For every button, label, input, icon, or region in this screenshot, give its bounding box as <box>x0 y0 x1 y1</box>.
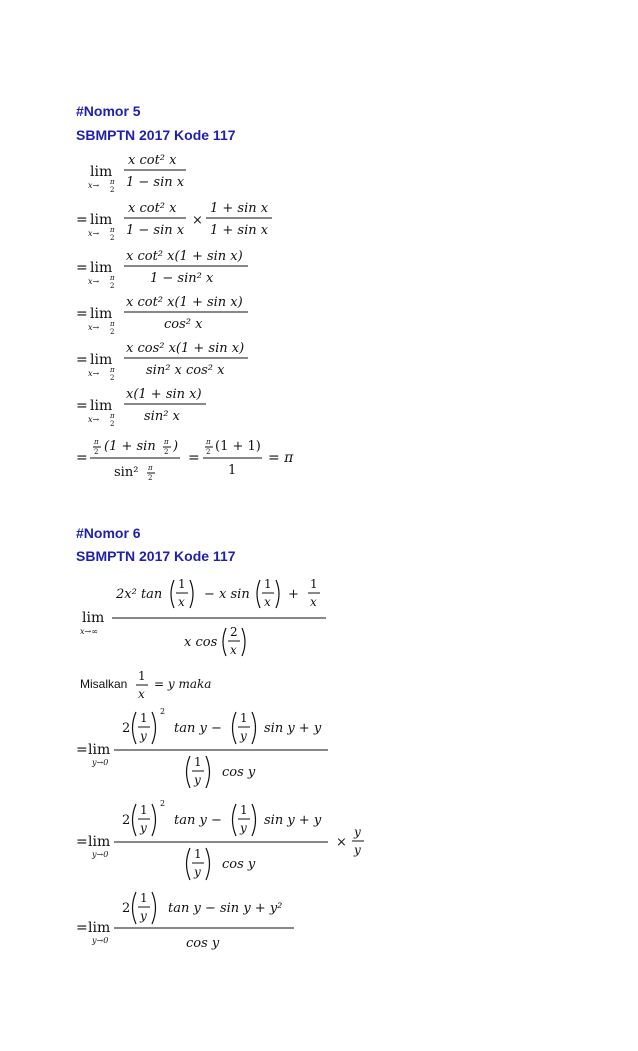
equals: = <box>76 450 88 466</box>
problem-6-solution <box>76 570 376 955</box>
frac-num: 1 <box>240 711 248 725</box>
lim-sub-2: 2 <box>110 420 115 428</box>
problem-6-number: #Nomor 6 <box>76 525 141 541</box>
fraction-denominator: sin² <box>114 465 139 480</box>
paren-right <box>152 892 156 924</box>
fraction-denominator: cos² x <box>164 317 203 332</box>
frac-num: y <box>354 825 361 839</box>
coefficient: 2 <box>122 813 131 828</box>
paren-left <box>133 712 137 744</box>
pi-den: 2 <box>164 448 169 456</box>
equals: = <box>188 450 200 466</box>
lim-sub-2: 2 <box>110 186 115 194</box>
pi-den: 2 <box>148 474 153 482</box>
paren-right <box>242 628 245 656</box>
numerator-part: tan y − <box>174 721 222 736</box>
lim-label: lim <box>90 212 113 228</box>
lim-sub: y→0 <box>92 850 109 859</box>
paren-left <box>257 580 260 608</box>
lim-label: lim <box>88 742 111 758</box>
coefficient: 2 <box>122 721 131 736</box>
lim-sub-pi: π <box>110 366 115 374</box>
frac-den: y <box>354 843 361 857</box>
coefficient: 2 <box>122 901 131 916</box>
equals: = <box>76 306 88 322</box>
lim-sub-pi: π <box>110 178 115 186</box>
paren-left <box>133 804 137 836</box>
fraction-numerator: x cot² x(1 + sin x) <box>126 295 243 310</box>
denominator-part: x cos <box>184 635 218 650</box>
frac-den: y <box>240 729 247 743</box>
frac-num: 2 <box>230 625 238 639</box>
frac-num: 1 <box>140 711 148 725</box>
paren-left <box>233 712 237 744</box>
frac-den: x <box>138 687 145 701</box>
numerator-part: tan y − sin y + y² <box>168 901 283 916</box>
frac-num: 1 <box>264 577 272 591</box>
pi-den: 2 <box>94 448 99 456</box>
lim-label: lim <box>90 352 113 368</box>
problem-5-number: #Nomor 5 <box>76 103 141 119</box>
fraction-denominator: 1 − sin x <box>126 223 185 238</box>
equals: = <box>76 260 88 276</box>
fraction-numerator: (1 + 1) <box>215 439 261 454</box>
lim-sub: x→ <box>88 277 100 286</box>
frac-num: 1 <box>194 755 202 769</box>
frac-den: y <box>194 865 201 879</box>
pi-num: π <box>164 438 169 446</box>
fraction-numerator-close: ) <box>173 439 179 454</box>
lim-sub-pi: π <box>110 320 115 328</box>
lim-label: lim <box>88 920 111 936</box>
substitution-line <box>80 669 211 701</box>
problem-6-equations <box>76 570 376 955</box>
lim-sub-2: 2 <box>110 374 115 382</box>
frac-den: y <box>140 729 147 743</box>
limit-line-y-2 <box>76 799 364 880</box>
equals: = <box>76 212 88 228</box>
pi-num: π <box>206 438 211 446</box>
lim-sub-pi: π <box>110 412 115 420</box>
equals: = <box>76 742 88 758</box>
fraction-numerator: x(1 + sin x) <box>126 387 202 402</box>
limit-line-y-1 <box>76 707 328 788</box>
limit-line-5 <box>76 341 248 382</box>
paren-left <box>171 580 174 608</box>
numerator-part: 2x² tan <box>116 587 163 602</box>
limit-line-6 <box>76 387 206 428</box>
fraction-denominator: sin² x cos² x <box>146 363 225 378</box>
frac-num: 1 <box>310 577 318 591</box>
lim-label: lim <box>90 164 113 180</box>
paren-left <box>133 892 137 924</box>
paren-right <box>190 580 193 608</box>
problem-5-equations <box>76 148 376 488</box>
frac-den: y <box>194 773 201 787</box>
paren-right <box>152 712 156 744</box>
equals: = <box>76 920 88 936</box>
times-sign: × <box>336 835 347 850</box>
lim-label: lim <box>88 834 111 850</box>
paren-right <box>252 804 256 836</box>
lim-sub: x→ <box>88 415 100 424</box>
frac-num: 1 <box>140 891 148 905</box>
lim-label: lim <box>90 398 113 414</box>
fraction-numerator: x cot² x <box>128 201 177 216</box>
frac-num: 1 <box>140 803 148 817</box>
lim-sub-2: 2 <box>110 282 115 290</box>
substitution-text: = y maka <box>154 677 212 691</box>
lim-sub: x→ <box>88 323 100 332</box>
limit-line-4 <box>76 295 248 336</box>
lim-sub: x→ <box>88 229 100 238</box>
frac-num: 1 <box>240 803 248 817</box>
fraction-numerator: (1 + sin <box>104 439 156 454</box>
lim-sub: y→0 <box>92 758 109 767</box>
limit-line-2 <box>76 201 272 242</box>
frac-den: x <box>230 643 237 657</box>
substitution-text: Misalkan <box>80 677 128 691</box>
fraction-denominator: sin² x <box>144 409 180 424</box>
frac-den: x <box>178 595 185 609</box>
limit-line-7 <box>76 438 294 482</box>
lim-sub: x→ <box>88 181 100 190</box>
equals: = <box>76 398 88 414</box>
frac-den: y <box>140 821 147 835</box>
frac-den: x <box>310 595 317 609</box>
denominator-part: cos y <box>222 857 256 872</box>
numerator-part: tan y − <box>174 813 222 828</box>
problem-5-source: SBMPTN 2017 Kode 117 <box>76 127 236 143</box>
limit-line-y-3 <box>76 891 294 951</box>
lim-sub: x→ <box>88 369 100 378</box>
lim-label: lim <box>90 260 113 276</box>
paren-right <box>276 580 279 608</box>
paren-left <box>187 756 191 788</box>
limit-line-3 <box>76 249 248 290</box>
denominator-part: cos y <box>186 936 220 951</box>
numerator-part: sin y + y <box>264 721 322 736</box>
numerator-part: sin y + y <box>264 813 322 828</box>
pi-den: 2 <box>206 448 211 456</box>
lim-sub-2: 2 <box>110 328 115 336</box>
lim-sub-pi: π <box>110 226 115 234</box>
fraction-numerator: x cot² x <box>128 153 177 168</box>
frac-num: 1 <box>194 847 202 861</box>
fraction-denominator: 1 − sin² x <box>150 271 214 286</box>
paren-left <box>223 628 226 656</box>
result: = π <box>268 450 294 466</box>
lim-sub-2: 2 <box>110 234 115 242</box>
plus: + <box>288 587 299 602</box>
frac-num: 1 <box>178 577 186 591</box>
equals: = <box>76 352 88 368</box>
problem-5-solution <box>76 148 376 488</box>
lim-sub: y→0 <box>92 936 109 945</box>
pi-num: π <box>94 438 99 446</box>
frac-den: x <box>264 595 271 609</box>
lim-label: lim <box>90 306 113 322</box>
limit-expression <box>80 577 326 657</box>
lim-label: lim <box>82 610 105 626</box>
lim-sub: x→∞ <box>80 627 98 636</box>
problem-6-source: SBMPTN 2017 Kode 117 <box>76 548 236 564</box>
fraction-denominator: 1 <box>228 463 237 478</box>
paren-right <box>206 848 210 880</box>
fraction-denominator: 1 + sin x <box>210 223 269 238</box>
fraction-numerator: 1 + sin x <box>210 201 269 216</box>
paren-left <box>233 804 237 836</box>
fraction-numerator: x cot² x(1 + sin x) <box>126 249 243 264</box>
frac-den: y <box>140 909 147 923</box>
times-sign: × <box>192 213 203 228</box>
pi-num: π <box>148 464 153 472</box>
frac-num: 1 <box>138 669 146 683</box>
fraction-denominator: 1 − sin x <box>126 175 185 190</box>
equals: = <box>76 834 88 850</box>
denominator-part: cos y <box>222 765 256 780</box>
exponent: 2 <box>160 707 166 716</box>
paren-right <box>252 712 256 744</box>
limit-line-1 <box>88 153 186 194</box>
fraction-numerator: x cos² x(1 + sin x) <box>126 341 245 356</box>
paren-right <box>152 804 156 836</box>
paren-left <box>187 848 191 880</box>
frac-den: y <box>240 821 247 835</box>
paren-right <box>206 756 210 788</box>
numerator-part: − x sin <box>204 587 250 602</box>
lim-sub-pi: π <box>110 274 115 282</box>
exponent: 2 <box>160 799 166 808</box>
